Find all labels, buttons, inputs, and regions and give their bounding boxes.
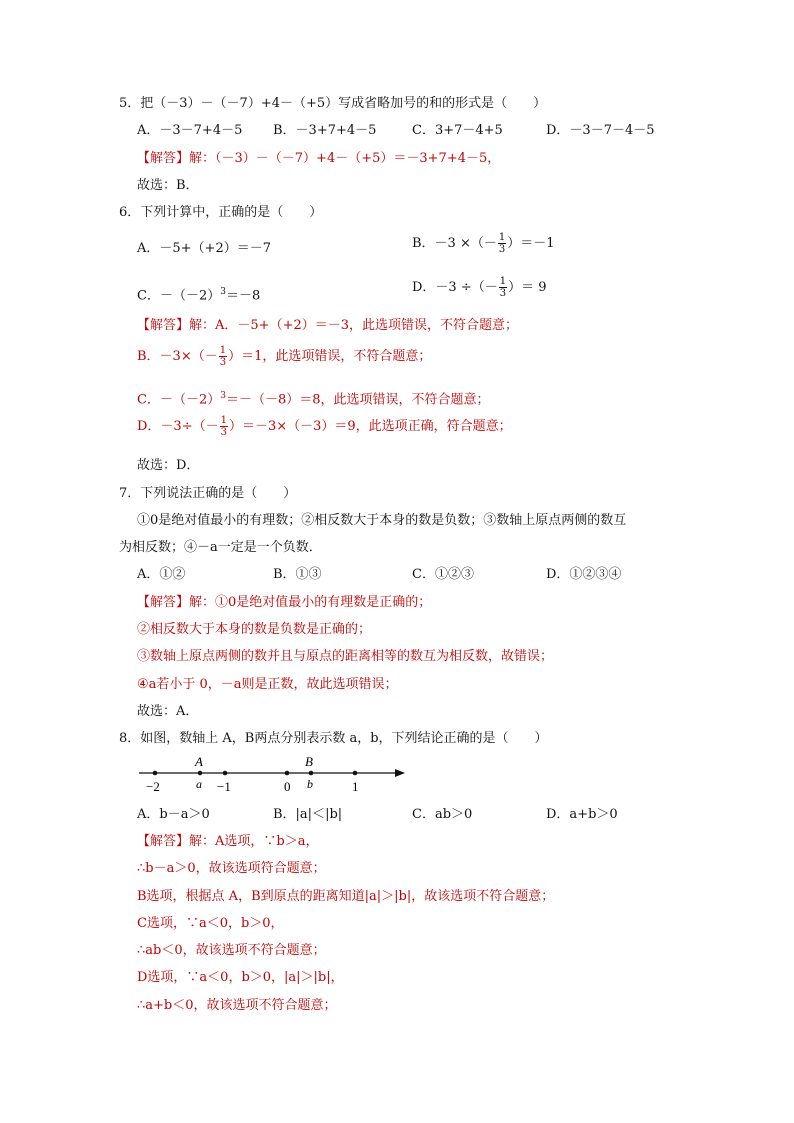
tick-dot-neg2: [153, 771, 158, 776]
q5-conclusion: 故选：B．: [137, 178, 199, 193]
q6-answer-line1: 【解答】解：A．－5+（+2）＝－3，此选项错误，不符合题意；: [137, 318, 519, 333]
q8-answer-line7: ∴a+b＜0，故该选项不符合题意；: [137, 998, 337, 1013]
tick-dot-1: [353, 771, 358, 776]
tick-label-1: 1: [352, 779, 359, 794]
q7-option-a: A．①②: [137, 567, 186, 582]
q5-answer: [137, 150, 500, 168]
q6-answer-line2: B．－3×（－ $\frac{1}{3}$ ）＝1，此选项错误，不符合题意；: [137, 345, 432, 368]
q8-option-b: B．|a|＜|b|: [273, 807, 343, 822]
q7-answer-line3: ③数轴上原点两侧的数并且与原点的距离相等的数互为相反数，故错误；: [137, 649, 554, 664]
q8-answer-line3: B选项，根据点 A，B到原点的距离知道|a|＞|b|，故该选项不符合题意；: [137, 889, 555, 904]
point-a-label: A: [195, 754, 203, 769]
q7-stem: 7．下列说法正确的是（ ）: [119, 486, 297, 501]
tick-dot-neg1: [223, 771, 228, 776]
q6-option-b: B．－3 ×（－ $\frac{1}{3}$ ）＝－1: [412, 232, 555, 255]
answer-text: 解：（－3）－（－7）+4－（+5）＝－3+7+4－5，: [189, 151, 501, 166]
point-a-value: a: [196, 777, 202, 791]
q8-option-c: C．ab＞0: [412, 807, 473, 822]
q7-body-line2: 为相反数；④－a一定是一个负数．: [119, 540, 322, 555]
q7-conclusion: 故选：A．: [137, 704, 199, 719]
q7-option-b: B．①③: [273, 567, 322, 582]
tick-label-0: 0: [284, 779, 291, 794]
q6-option-d: D．－3 ÷（－ $\frac{1}{3}$ ）＝ 9: [412, 276, 547, 299]
point-b-value: b: [307, 777, 313, 791]
q6-option-a: A．－5+（+2）＝－7: [137, 241, 271, 256]
q6-option-c: C．$-(-2)^3=-8$: [137, 287, 261, 304]
point-a-dot: [198, 771, 203, 776]
q7-answer-line2: ②相反数大于本身的数是负数是正确的；: [137, 622, 372, 637]
tick-label-neg2: −2: [146, 779, 160, 794]
q7-option-d: D．①②③④: [546, 567, 622, 582]
q7-answer-line4: ④a若小于 0，－a则是正数，故此选项错误；: [137, 677, 398, 692]
q5-option-b: B．－3+7+4－5: [273, 123, 377, 138]
q8-answer-line4: C选项，∵a＜0，b＞0，: [137, 916, 284, 931]
q5-option-c: C．3+7－4+5: [412, 123, 503, 138]
q6-answer-line4: D．－3÷（－ $\frac{1}{3}$ ）＝－3×（－3）＝9，此选项正确，符合题意；: [137, 415, 512, 438]
number-line-arrow: [395, 769, 405, 777]
q8-answer-line6: D选项，∵a＜0，b＞0，|a|＞|b|，: [137, 970, 344, 985]
q8-option-d: D．a+b＞0: [546, 807, 618, 822]
tick-dot-0: [285, 771, 290, 776]
tick-label-neg1: −1: [217, 779, 231, 794]
q8-answer-line5: ∴ab＜0，故该选项不符合题意；: [137, 943, 326, 958]
point-b-dot: [309, 771, 314, 776]
q7-option-c: C．①②③: [412, 567, 474, 582]
q5-option-a: A．－3－7+4－5: [137, 123, 243, 138]
q8-answer-line2: ∴b－a＞0，故该选项符合题意；: [137, 861, 326, 876]
answer-tag: 【解答】: [137, 151, 190, 166]
q8-stem: 8．如图，数轴上 A，B两点分别表示数 a，b，下列结论正确的是（ ）: [119, 731, 548, 746]
q8-option-a: A．b－a＞0: [137, 807, 210, 822]
number-line-figure: [135, 752, 415, 798]
q6-stem: 6．下列计算中，正确的是（ ）: [119, 205, 323, 220]
q5-option-d: D．－3－7－4－5: [546, 123, 655, 138]
q5-stem: 5．把（－3）－（－7）+4－（+5）写成省略加号的和的形式是（ ）: [119, 96, 547, 111]
q7-answer-line1: 【解答】解：①0是绝对值最小的有理数是正确的；: [137, 595, 432, 610]
q7-body-line1: ①0是绝对值最小的有理数；②相反数大于本身的数是负数；③数轴上原点两侧的数互: [137, 513, 627, 528]
q8-answer-line1: 【解答】解：A选项，∵b＞a，: [137, 834, 319, 849]
q6-conclusion: 故选：D．: [137, 458, 200, 473]
point-b-label: B: [305, 754, 313, 769]
q6-answer-line3: C．$-(-2)^3=-(-8)=8$，此选项错误，不符合题意；: [137, 391, 490, 408]
